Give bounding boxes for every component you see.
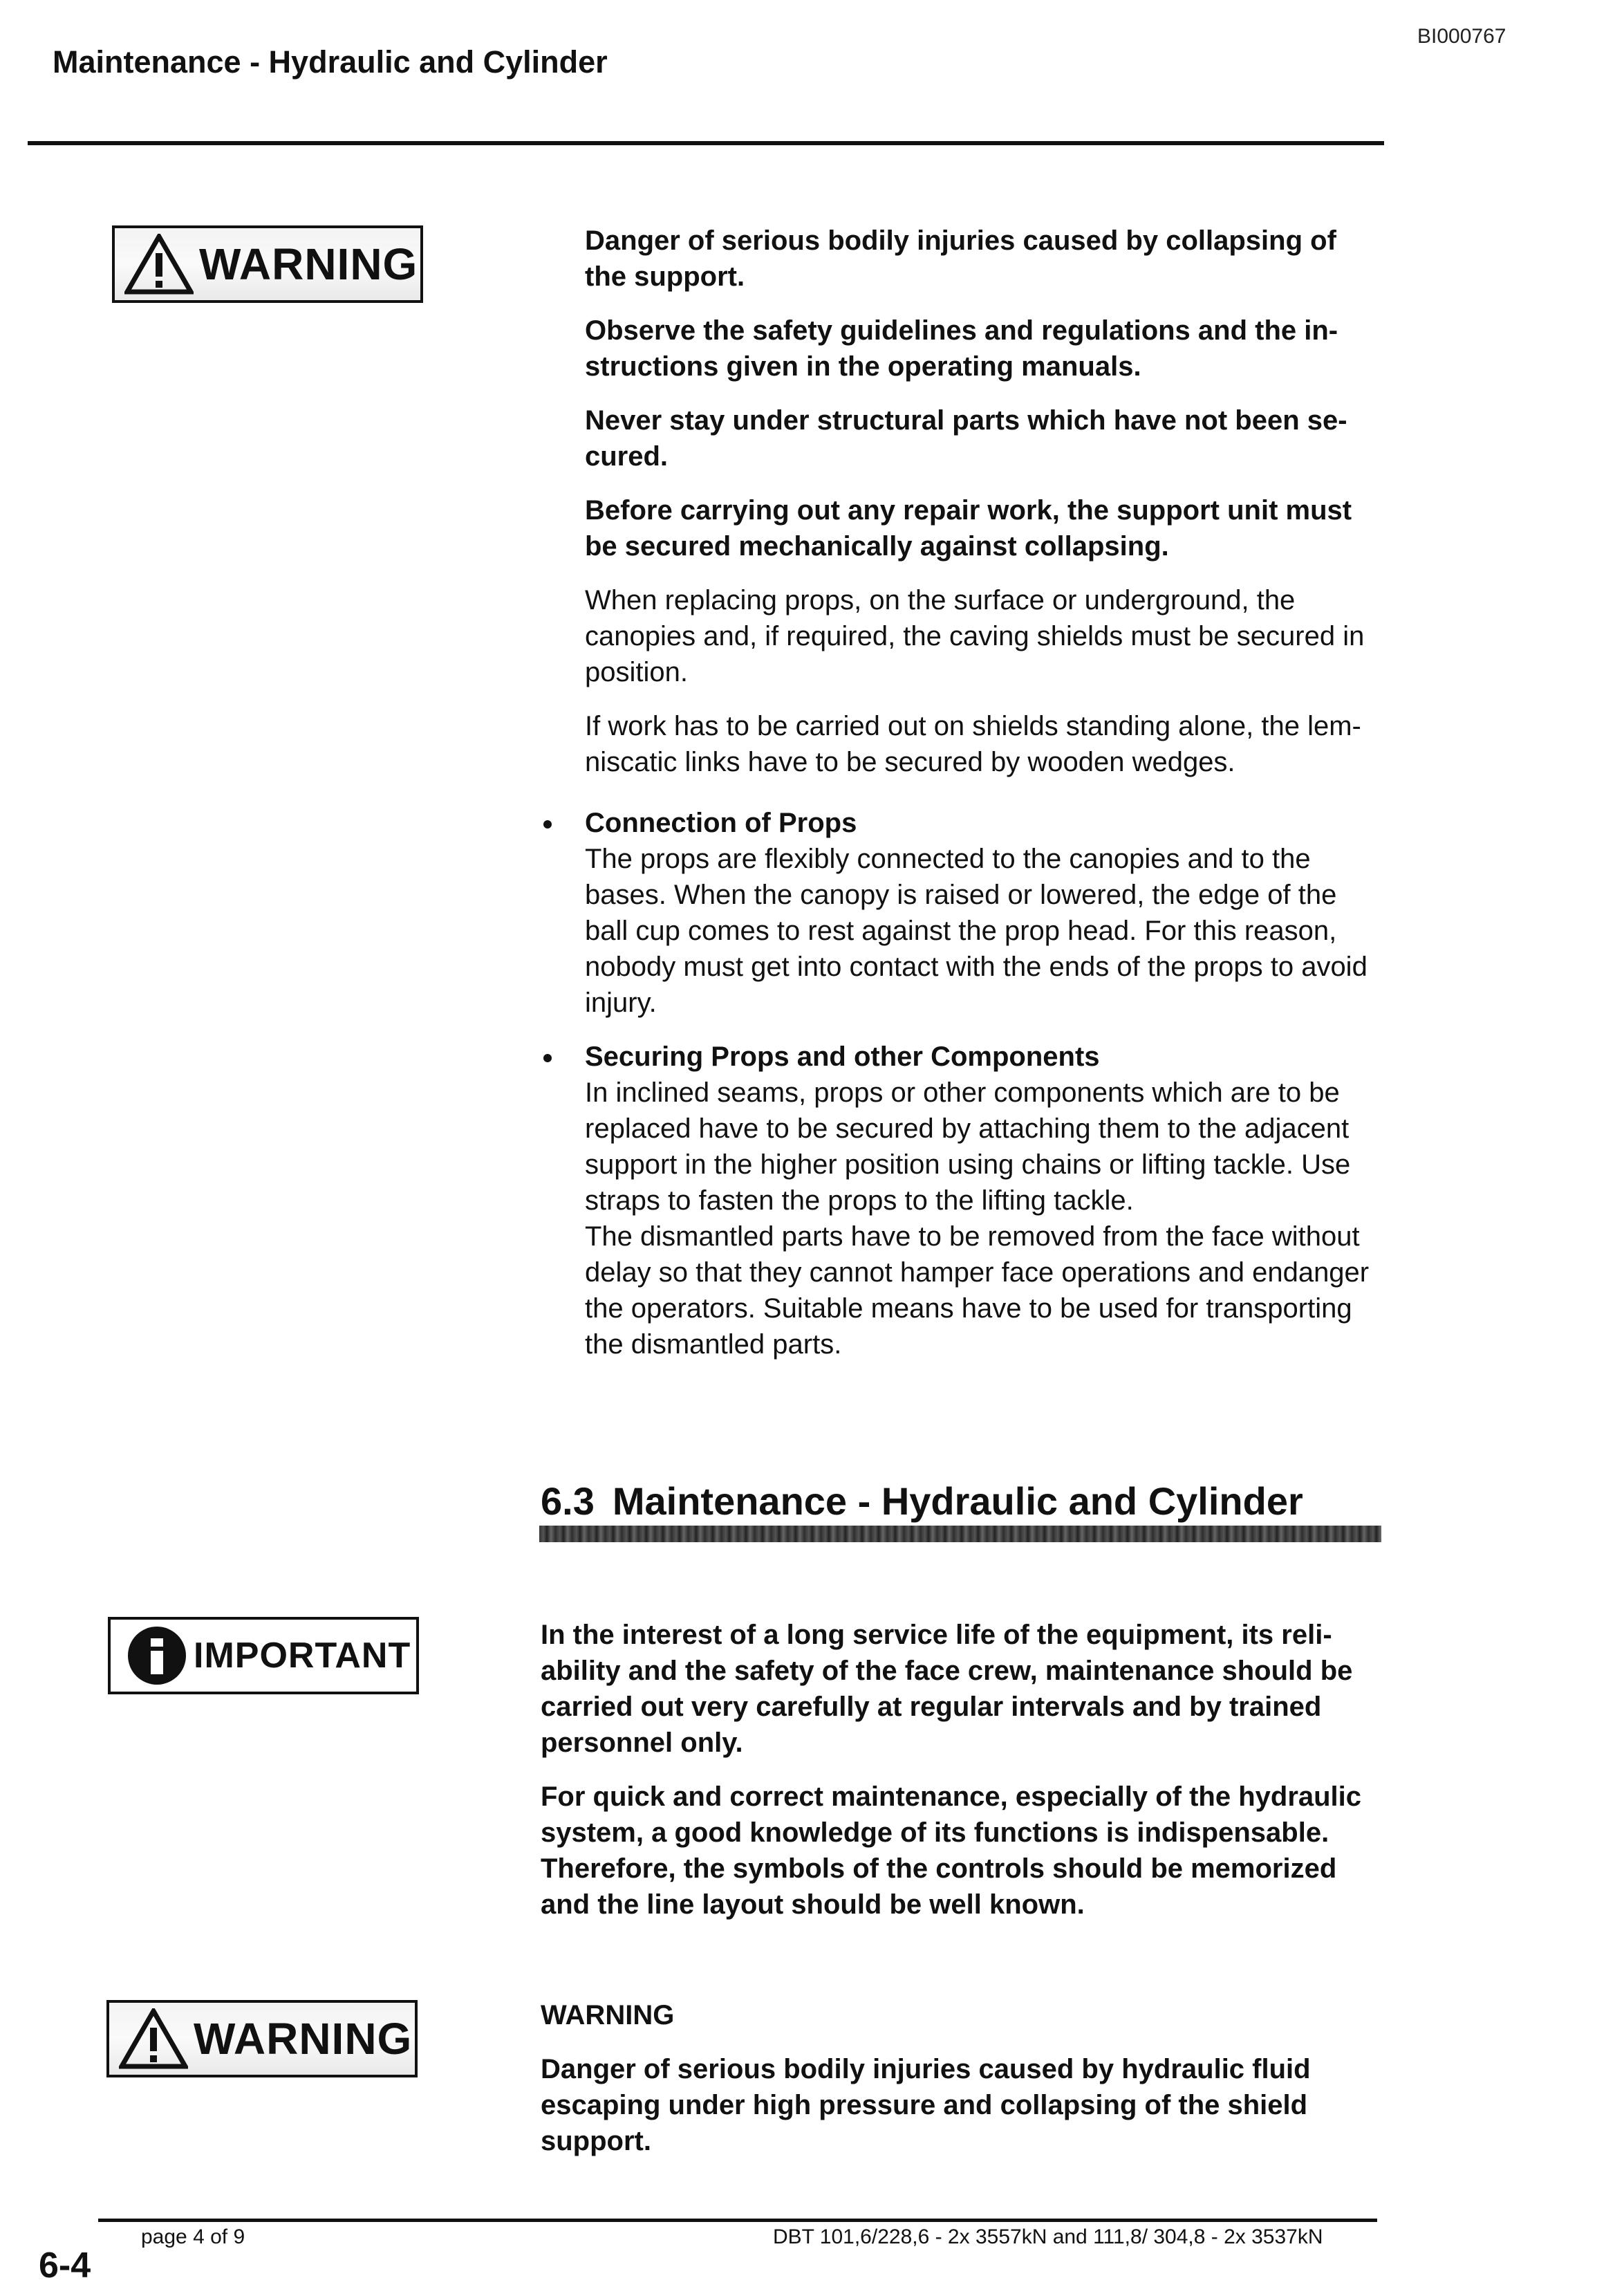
- body-paragraph: When replacing props, on the surface or underground, the canopies and, if required, the caving shields must be secured in position.: [585, 585, 1365, 687]
- header-divider: [28, 141, 1384, 145]
- warning-paragraph: Danger of serious bodily injuries caused by collapsing of the support.: [585, 225, 1336, 292]
- warning-paragraph: Observe the safety guidelines and regulations and the in-structions given in the operating manuals.: [585, 315, 1338, 382]
- important-sign: [108, 1617, 419, 1694]
- info-icon: [126, 1624, 188, 1687]
- important-paragraph: In the interest of a long service life of the equipment, its reli-ability and the safety of the face crew, maintenance should be carried out very carefully at regular intervals and by trained personnel only.: [541, 1620, 1353, 1758]
- warning-text-block-2: [541, 1997, 1381, 2177]
- section-title: Maintenance - Hydraulic and Cylinder: [612, 1479, 1303, 1523]
- warning-triangle-icon: [119, 2008, 188, 2069]
- section-heading-bar: [539, 1526, 1381, 1542]
- bullet-securing-props: [532, 1039, 1383, 1362]
- footer-divider: [98, 2219, 1377, 2222]
- bullet-text: The props are flexibly connected to the canopies and to the bases. When the canopy is raised or lowered, the edge of the ball cup comes to rest against the prop head. For this reason, nobody must get into contact with the ends of the props to avoid injury.: [585, 844, 1367, 1018]
- important-paragraph: For quick and correct maintenance, especially of the hydraulic system, a good knowledge of its functions is indispensable. Therefore, the symbols of the controls should be memorized and the line layout should be well known.: [541, 1781, 1362, 1920]
- bullet-icon: [543, 820, 552, 828]
- bullet-title: Securing Props and other Components: [585, 1041, 1100, 1072]
- section-heading: [541, 1479, 1303, 1524]
- body-paragraph: If work has to be carried out on shields standing alone, the lem-niscatic links have to be secured by wooden wedges.: [585, 711, 1361, 777]
- bullet-text: The dismantled parts have to be removed from the face without delay so that they cannot hamper face operations and endanger the operators. Suitable means have to be used for transporting the dismantled parts.: [585, 1221, 1370, 1360]
- warning-heading: WARNING: [541, 2000, 675, 2030]
- section-page-number: 6-4: [39, 2246, 91, 2286]
- warning-paragraph: Before carrying out any repair work, the support unit must be secured mechanically against collapsing.: [585, 495, 1352, 562]
- footer-model-spec: DBT 101,6/228,6 - 2x 3557kN and 111,8/ 304,8 - 2x 3537kN: [773, 2225, 1323, 2248]
- section-number: 6.3: [541, 1479, 595, 1523]
- warning-label: WARNING: [194, 2014, 413, 2064]
- important-text-block: [541, 1617, 1381, 1941]
- bullet-text: In inclined seams, props or other components which are to be replaced have to be secured by attaching them to the adjacent support in the higher position using chains or lifting tackle. Use straps to fasten the props to the lifting tackle.: [585, 1077, 1351, 1216]
- bullet-title: Connection of Props: [585, 808, 857, 838]
- warning-triangle-icon: [124, 234, 194, 295]
- page-header-title: Maintenance - Hydraulic and Cylinder: [53, 44, 608, 80]
- warning-sign: [106, 2000, 418, 2077]
- bullet-icon: [543, 1054, 552, 1062]
- warning-sign: [112, 225, 423, 303]
- footer-page-count: page 4 of 9: [141, 2225, 245, 2248]
- warning-paragraph: Danger of serious bodily injuries caused by hydraulic fluid escaping under high pressure and collapsing of the shield support.: [541, 2054, 1311, 2156]
- warning-paragraph: Never stay under structural parts which have not been se-cured.: [585, 405, 1347, 472]
- warning-label: WARNING: [199, 239, 418, 289]
- warning-text-block: [585, 223, 1380, 798]
- important-label: IMPORTANT: [194, 1636, 411, 1676]
- bullet-connection-of-props: [532, 805, 1383, 1021]
- document-id: BI000767: [1417, 25, 1506, 48]
